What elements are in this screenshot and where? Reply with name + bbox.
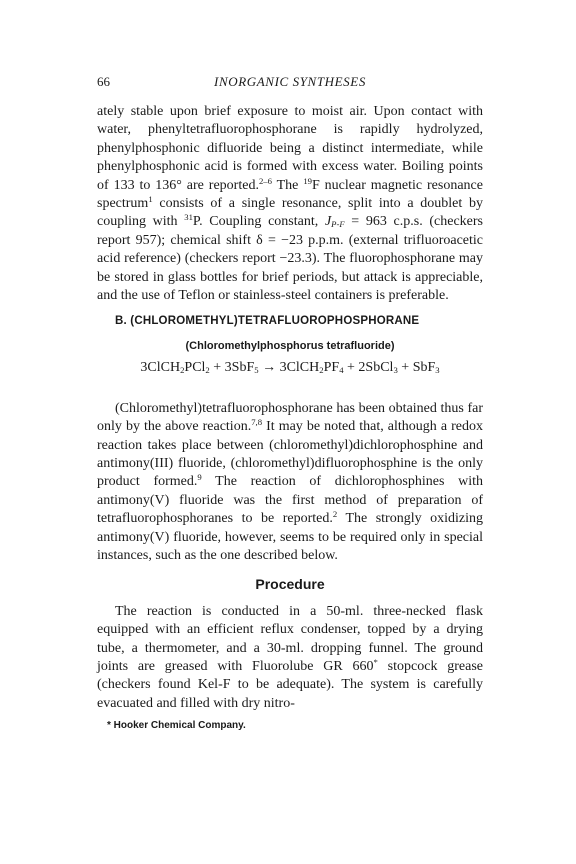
reference-superscript: 2–6 (258, 175, 272, 186)
running-title: INORGANIC SYNTHESES (214, 74, 366, 89)
reaction-equation: 3ClCH$_2$PCl$_2$ + $3SbF_5 \to 3ClCH_2PF_4$ + 2SbCl$_3$ + SbF$_3$ (140, 360, 440, 376)
text-run: stopcock grease (checkers found Kel-F to be adequate). The system is carefully evacuated and filled with dry nitro- (97, 658, 483, 711)
coupling-symbol: J (324, 214, 332, 230)
page-number: 66 (97, 74, 110, 89)
reference-superscript: 7,8 (251, 417, 263, 428)
footnote: * Hooker Chemical Company. (107, 720, 246, 732)
text-run: ately stable upon brief exposure to moist air. Upon contact with water, phenyltetrafluorophosphorane is rapidly hydrolyzed, phenylphosphonic difluoride being a distinct intermediate, while phenylphosphonic acid is formed with excess water. Boiling points of 133 to 136° are reported. (97, 104, 483, 193)
text-run: It may be noted that, although a redox reaction takes place between (chloromethyl)dichlorophosphine and antimony(III) fluoride, (chloromethyl)difluorophosphine is the only product formed. (97, 419, 483, 490)
text-run: consists of a single resonance, split into a doublet by coupling with (97, 196, 483, 230)
text-run: The reaction is conducted in a 50-ml. three-necked flask equipped with an efficient reflux condenser, topped by a drying tube, a thermometer, and a 30-ml. dropping funnel. The ground joints are greased with Fluorolube GR 660 (97, 603, 483, 674)
text-run: The strongly oxidizing antimony(V) fluoride, however, seems to be required only in special instances, such as the one described below. (97, 511, 483, 563)
coupling-subscript: P-F (331, 219, 345, 230)
reference-superscript: 1 (148, 194, 153, 205)
text-run: The reaction of dichlorophosphines with antimony(V) fluoride was the first method of preparation of tetrafluorophosphoranes to be reported. (97, 474, 483, 527)
text-run: (Chloromethyl)tetrafluorophosphorane has been obtained thus far only by the above reaction. (97, 400, 483, 435)
section-subheading: (Chloromethylphosphorus tetrafluoride) (185, 339, 395, 352)
paragraph-continuation (97, 103, 483, 305)
reference-superscript: 2 (332, 509, 338, 520)
reference-superscript: 9 (197, 472, 202, 483)
page-body (97, 103, 483, 736)
isotope-superscript: 19 (303, 175, 312, 186)
paragraph (97, 603, 483, 713)
footnote-marker: * (373, 657, 378, 668)
text-run: P. Coupling constant, (192, 214, 325, 230)
isotope-superscript: 31 (184, 212, 193, 223)
procedure-heading: Procedure (255, 576, 325, 593)
text-run: The (271, 177, 304, 193)
text-run: = 963 c.p.s. (checkers report 957); chemical shift δ = −23 p.p.m. (external trifluoroacetic acid reference) (checkers report −23.3). The fluorophosphorane may be stored in glass bottles for brief periods, but attack is appreciable, and the use of Teflon or stainless-steel containers is preferable. (97, 214, 484, 304)
text-run: F nuclear magnetic resonance spectrum (97, 177, 483, 212)
section-heading: B. (CHLOROMETHYL)TETRAFLUOROPHOSPHORANE (115, 315, 420, 328)
paragraph (97, 400, 483, 566)
